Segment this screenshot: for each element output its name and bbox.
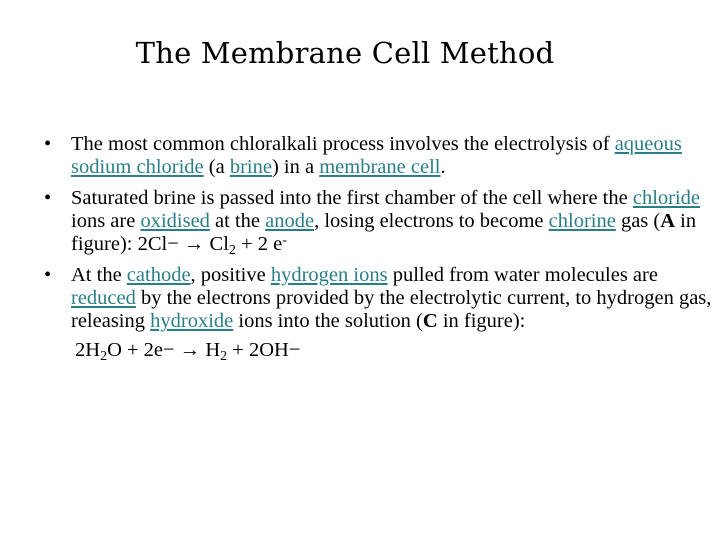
text: in figure):	[437, 310, 526, 332]
text: pulled from water molecules are	[387, 264, 658, 286]
subscript: 2	[100, 349, 108, 364]
bullet-dot: •	[44, 187, 52, 209]
bullet-dot: •	[44, 133, 52, 155]
link-cathode[interactable]: cathode	[126, 264, 191, 286]
text: + 2 e	[235, 233, 283, 255]
link-hydrogen-ions[interactable]: hydrogen ions	[270, 264, 388, 286]
text: 2H	[75, 339, 101, 361]
text: gas (	[615, 210, 661, 232]
text: O + 2e− → H	[107, 339, 221, 361]
bullet-dot: •	[44, 264, 52, 286]
figure-label-c: C	[422, 310, 438, 332]
link-brine[interactable]: brine	[229, 156, 272, 178]
bullet-3	[44, 264, 712, 333]
subscript: 2	[228, 243, 236, 258]
text: by the electrons provided by the electrolytic current, to hydrogen gas, releasing	[71, 287, 712, 332]
text: (a	[203, 156, 230, 178]
text: .	[440, 156, 446, 178]
superscript: -	[282, 233, 287, 248]
text: ions into the solution (	[233, 310, 423, 332]
bullet-2	[44, 187, 712, 256]
cathode-equation	[44, 339, 712, 362]
subscript: 2	[220, 349, 228, 364]
text: + 2OH−	[227, 339, 301, 361]
text: ) in a	[271, 156, 320, 178]
text: , losing electrons to become	[314, 210, 549, 232]
link-chlorine[interactable]: chlorine	[548, 210, 616, 232]
link-hydroxide[interactable]: hydroxide	[150, 310, 234, 332]
link-oxidised[interactable]: oxidised	[140, 210, 210, 232]
text: The most common chloralkali process involves the electrolysis of	[71, 133, 615, 155]
link-aqueous[interactable]: aqueous	[614, 133, 682, 155]
text: in figure): 2Cl− → Cl	[71, 210, 697, 255]
link-membrane-cell[interactable]: membrane cell	[319, 156, 441, 178]
text: , positive	[190, 264, 271, 286]
slide-title: The Membrane Cell Method	[135, 36, 555, 70]
text: Saturated brine is passed into the first chamber of the cell where the	[71, 187, 633, 209]
text: ions are	[71, 210, 141, 232]
link-chloride[interactable]: chloride	[632, 187, 701, 209]
text: At the	[71, 264, 127, 286]
link-sodium-chloride[interactable]: sodium chloride	[71, 156, 204, 178]
text: at the	[209, 210, 266, 232]
link-reduced[interactable]: reduced	[71, 287, 136, 309]
slide-body	[44, 133, 712, 362]
figure-label-a: A	[660, 210, 676, 232]
bullet-1	[44, 133, 712, 179]
link-anode[interactable]: anode	[265, 210, 315, 232]
